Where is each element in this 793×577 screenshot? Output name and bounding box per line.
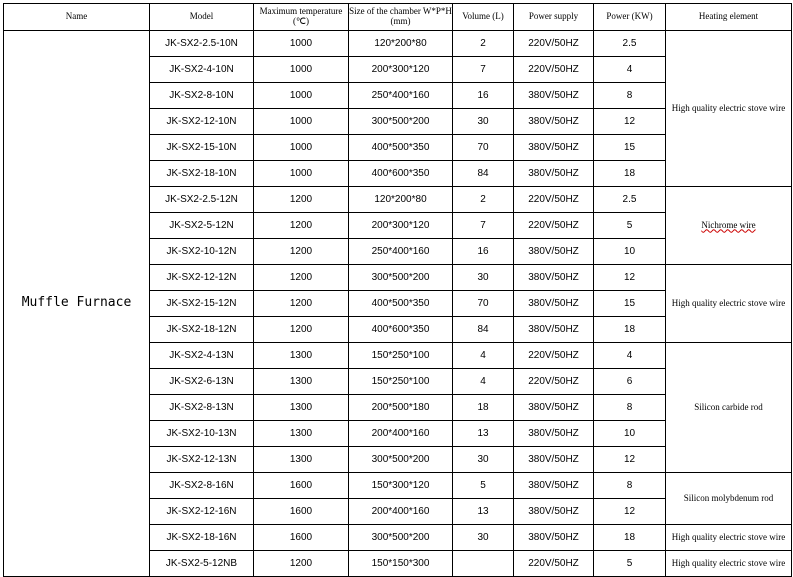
power-supply-cell: 380V/50HZ [514, 109, 594, 135]
model-cell: JK-SX2-2.5-10N [150, 31, 254, 57]
power-cell: 12 [594, 109, 666, 135]
header-heating-element: Heating element [666, 4, 792, 31]
model-cell: JK-SX2-4-13N [150, 343, 254, 369]
power-supply-cell: 380V/50HZ [514, 291, 594, 317]
power-cell: 8 [594, 473, 666, 499]
power-supply-cell: 380V/50HZ [514, 499, 594, 525]
heating-element-text: Silicon carbide rod [694, 401, 763, 412]
chamber-size-cell: 300*500*200 [349, 265, 453, 291]
volume-cell: 30 [453, 525, 514, 551]
max-temp-cell: 1200 [254, 239, 349, 265]
chamber-size-cell: 200*400*160 [349, 499, 453, 525]
product-name-cell: Muffle Furnace [4, 31, 150, 577]
power-supply-cell: 380V/50HZ [514, 525, 594, 551]
model-cell: JK-SX2-5-12N [150, 213, 254, 239]
max-temp-cell: 1600 [254, 499, 349, 525]
chamber-size-cell: 120*200*80 [349, 31, 453, 57]
volume-cell: 16 [453, 239, 514, 265]
chamber-size-cell: 300*500*200 [349, 109, 453, 135]
max-temp-cell: 1300 [254, 395, 349, 421]
power-supply-cell: 380V/50HZ [514, 421, 594, 447]
power-supply-cell: 380V/50HZ [514, 239, 594, 265]
power-supply-cell: 380V/50HZ [514, 135, 594, 161]
power-cell: 10 [594, 239, 666, 265]
volume-cell: 30 [453, 265, 514, 291]
volume-cell: 30 [453, 109, 514, 135]
heating-element-cell [666, 265, 792, 343]
power-cell: 10 [594, 421, 666, 447]
max-temp-cell: 1000 [254, 135, 349, 161]
heating-element-cell [666, 31, 792, 187]
heating-element-text: High quality electric stove wire [671, 297, 786, 308]
power-supply-cell: 220V/50HZ [514, 551, 594, 577]
power-cell: 12 [594, 447, 666, 473]
heating-element-cell [666, 473, 792, 525]
spec-table [3, 3, 792, 577]
power-cell: 2.5 [594, 187, 666, 213]
model-cell: JK-SX2-8-10N [150, 83, 254, 109]
model-cell: JK-SX2-4-10N [150, 57, 254, 83]
model-cell: JK-SX2-15-12N [150, 291, 254, 317]
heating-element-text: High quality electric stove wire [671, 531, 786, 542]
heating-element-text: High quality electric stove wire [671, 557, 786, 568]
chamber-size-cell: 400*600*350 [349, 161, 453, 187]
volume-cell [453, 551, 514, 577]
chamber-size-cell: 120*200*80 [349, 187, 453, 213]
power-supply-cell: 220V/50HZ [514, 57, 594, 83]
header-chamber-size: Size of the chamber W*P*H (mm) [349, 4, 453, 31]
chamber-size-cell: 200*500*180 [349, 395, 453, 421]
model-cell: JK-SX2-8-16N [150, 473, 254, 499]
volume-cell: 13 [453, 421, 514, 447]
max-temp-cell: 1300 [254, 369, 349, 395]
max-temp-cell: 1200 [254, 291, 349, 317]
chamber-size-cell: 150*250*100 [349, 369, 453, 395]
power-cell: 6 [594, 369, 666, 395]
max-temp-cell: 1000 [254, 83, 349, 109]
chamber-size-cell: 200*400*160 [349, 421, 453, 447]
heating-element-text: High quality electric stove wire [671, 102, 786, 113]
volume-cell: 84 [453, 161, 514, 187]
chamber-size-cell: 200*300*120 [349, 57, 453, 83]
max-temp-cell: 1300 [254, 343, 349, 369]
max-temp-cell: 1600 [254, 525, 349, 551]
chamber-size-cell: 150*250*100 [349, 343, 453, 369]
chamber-size-cell: 400*500*350 [349, 135, 453, 161]
chamber-size-cell: 150*150*300 [349, 551, 453, 577]
header-max-temp: Maximum temperature (℃) [254, 4, 349, 31]
power-cell: 15 [594, 291, 666, 317]
volume-cell: 5 [453, 473, 514, 499]
volume-cell: 2 [453, 187, 514, 213]
volume-cell: 7 [453, 57, 514, 83]
power-supply-cell: 380V/50HZ [514, 447, 594, 473]
power-cell: 8 [594, 395, 666, 421]
power-cell: 8 [594, 83, 666, 109]
power-supply-cell: 220V/50HZ [514, 369, 594, 395]
power-cell: 2.5 [594, 31, 666, 57]
heating-element-cell [666, 343, 792, 473]
chamber-size-cell: 300*500*200 [349, 447, 453, 473]
power-cell: 15 [594, 135, 666, 161]
heating-element-cell [666, 187, 792, 265]
model-cell: JK-SX2-18-16N [150, 525, 254, 551]
power-supply-cell: 380V/50HZ [514, 317, 594, 343]
volume-cell: 30 [453, 447, 514, 473]
volume-cell: 13 [453, 499, 514, 525]
max-temp-cell: 1200 [254, 213, 349, 239]
max-temp-cell: 1300 [254, 447, 349, 473]
volume-cell: 7 [453, 213, 514, 239]
chamber-size-cell: 400*600*350 [349, 317, 453, 343]
volume-cell: 84 [453, 317, 514, 343]
chamber-size-cell: 150*300*120 [349, 473, 453, 499]
max-temp-cell: 1600 [254, 473, 349, 499]
chamber-size-cell: 200*300*120 [349, 213, 453, 239]
table-row [4, 31, 792, 57]
power-cell: 18 [594, 161, 666, 187]
volume-cell: 4 [453, 369, 514, 395]
power-cell: 12 [594, 499, 666, 525]
power-supply-cell: 380V/50HZ [514, 395, 594, 421]
model-cell: JK-SX2-12-16N [150, 499, 254, 525]
heating-element-cell [666, 551, 792, 577]
power-cell: 4 [594, 343, 666, 369]
power-cell: 12 [594, 265, 666, 291]
volume-cell: 70 [453, 135, 514, 161]
heating-element-text: Nichrome wire [701, 219, 756, 230]
model-cell: JK-SX2-12-13N [150, 447, 254, 473]
max-temp-cell: 1000 [254, 109, 349, 135]
model-cell: JK-SX2-12-10N [150, 109, 254, 135]
model-cell: JK-SX2-8-13N [150, 395, 254, 421]
header-model: Model [150, 4, 254, 31]
model-cell: JK-SX2-6-13N [150, 369, 254, 395]
power-cell: 18 [594, 317, 666, 343]
header-row [4, 4, 792, 31]
power-cell: 4 [594, 57, 666, 83]
power-cell: 5 [594, 213, 666, 239]
volume-cell: 18 [453, 395, 514, 421]
model-cell: JK-SX2-15-10N [150, 135, 254, 161]
chamber-size-cell: 250*400*160 [349, 239, 453, 265]
header-power-supply: Power supply [514, 4, 594, 31]
max-temp-cell: 1200 [254, 265, 349, 291]
heating-element-cell [666, 525, 792, 551]
volume-cell: 2 [453, 31, 514, 57]
power-cell: 18 [594, 525, 666, 551]
power-supply-cell: 220V/50HZ [514, 31, 594, 57]
volume-cell: 4 [453, 343, 514, 369]
header-power: Power (KW) [594, 4, 666, 31]
max-temp-cell: 1200 [254, 187, 349, 213]
chamber-size-cell: 250*400*160 [349, 83, 453, 109]
power-supply-cell: 220V/50HZ [514, 213, 594, 239]
max-temp-cell: 1300 [254, 421, 349, 447]
max-temp-cell: 1000 [254, 31, 349, 57]
chamber-size-cell: 400*500*350 [349, 291, 453, 317]
chamber-size-cell: 300*500*200 [349, 525, 453, 551]
max-temp-cell: 1200 [254, 551, 349, 577]
volume-cell: 70 [453, 291, 514, 317]
max-temp-cell: 1000 [254, 57, 349, 83]
volume-cell: 16 [453, 83, 514, 109]
heating-element-text: Silicon molybdenum rod [683, 492, 774, 503]
model-cell: JK-SX2-5-12NB [150, 551, 254, 577]
max-temp-cell: 1000 [254, 161, 349, 187]
power-cell: 5 [594, 551, 666, 577]
model-cell: JK-SX2-10-12N [150, 239, 254, 265]
model-cell: JK-SX2-2.5-12N [150, 187, 254, 213]
header-volume: Volume (L) [453, 4, 514, 31]
header-name: Name [4, 4, 150, 31]
power-supply-cell: 220V/50HZ [514, 187, 594, 213]
power-supply-cell: 380V/50HZ [514, 265, 594, 291]
model-cell: JK-SX2-18-10N [150, 161, 254, 187]
max-temp-cell: 1200 [254, 317, 349, 343]
model-cell: JK-SX2-12-12N [150, 265, 254, 291]
power-supply-cell: 380V/50HZ [514, 473, 594, 499]
model-cell: JK-SX2-10-13N [150, 421, 254, 447]
power-supply-cell: 380V/50HZ [514, 161, 594, 187]
model-cell: JK-SX2-18-12N [150, 317, 254, 343]
power-supply-cell: 220V/50HZ [514, 343, 594, 369]
power-supply-cell: 380V/50HZ [514, 83, 594, 109]
